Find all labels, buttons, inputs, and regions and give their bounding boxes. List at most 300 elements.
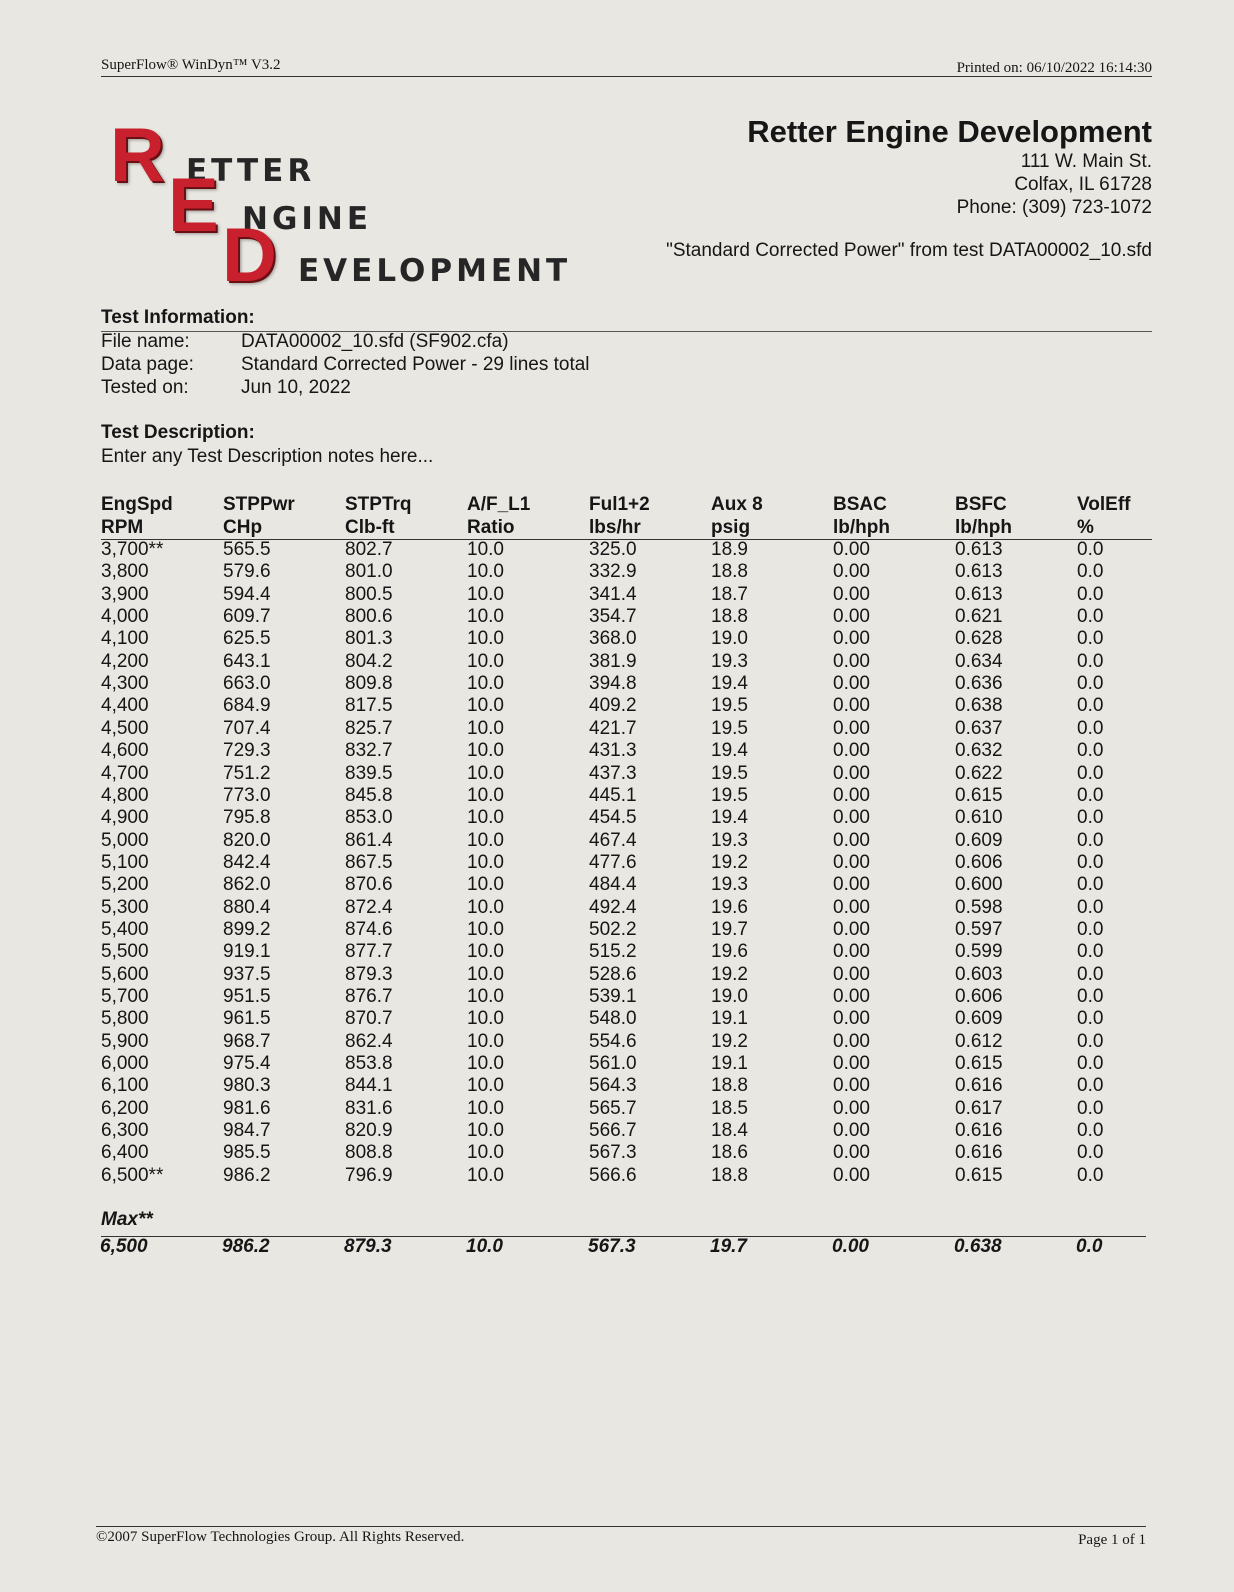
table-cell: 625.5 bbox=[223, 628, 271, 650]
table-cell: 528.6 bbox=[589, 963, 637, 985]
table-cell: 0.0 bbox=[1077, 807, 1104, 829]
table-row bbox=[101, 1031, 1152, 1053]
table-cell: 484.4 bbox=[589, 874, 637, 896]
table-cell: 10.0 bbox=[467, 941, 504, 963]
table-cell: 0.617 bbox=[955, 1097, 1003, 1119]
table-cell: 564.3 bbox=[589, 1075, 637, 1097]
table-cell: 0.00 bbox=[833, 986, 870, 1007]
table-cell: 842.4 bbox=[223, 851, 271, 873]
table-cell: 899.2 bbox=[223, 918, 271, 940]
table-cell: 802.7 bbox=[345, 539, 393, 560]
table-cell: 0.0 bbox=[1077, 1075, 1104, 1097]
table-cell: 867.5 bbox=[345, 851, 393, 873]
table-cell: 0.0 bbox=[1077, 986, 1104, 1007]
table-cell: 729.3 bbox=[223, 740, 271, 762]
table-cell: 0.0 bbox=[1077, 695, 1104, 717]
table-cell: 454.5 bbox=[589, 807, 637, 829]
table-cell: 19.4 bbox=[711, 740, 748, 762]
table-cell: 19.2 bbox=[711, 1030, 748, 1052]
table-cell: 6,500** bbox=[101, 1164, 164, 1186]
table-cell: 0.00 bbox=[833, 963, 870, 985]
table-cell: 877.7 bbox=[345, 941, 393, 963]
table-cell: 985.5 bbox=[223, 1142, 271, 1164]
column-header: EngSpd bbox=[101, 494, 173, 515]
table-cell: 0.00 bbox=[833, 583, 870, 605]
table-cell: 981.6 bbox=[223, 1097, 271, 1119]
table-cell: 0.00 bbox=[833, 941, 870, 963]
table-cell: 492.4 bbox=[589, 896, 637, 918]
table-cell: 0.634 bbox=[955, 650, 1003, 672]
table-cell: 4,900 bbox=[101, 807, 149, 829]
column-header: % bbox=[1077, 517, 1094, 538]
column-header: lb/hph bbox=[833, 517, 890, 538]
table-cell: 980.3 bbox=[223, 1075, 271, 1097]
table-row bbox=[101, 584, 1152, 606]
table-cell: 0.615 bbox=[955, 784, 1003, 806]
table-cell: 795.8 bbox=[223, 807, 271, 829]
table-cell: 0.613 bbox=[955, 561, 1003, 583]
table-cell: 0.00 bbox=[833, 1164, 870, 1186]
table-cell: 0.610 bbox=[955, 807, 1003, 829]
table-cell: 437.3 bbox=[589, 762, 637, 784]
table-cell: 561.0 bbox=[589, 1053, 637, 1075]
max-cell: 879.3 bbox=[344, 1236, 392, 1257]
table-row bbox=[101, 852, 1152, 874]
company-phone: Phone: (309) 723-1072 bbox=[956, 197, 1152, 218]
table-cell: 0.00 bbox=[833, 874, 870, 896]
table-row bbox=[101, 651, 1152, 673]
table-cell: 0.00 bbox=[833, 1097, 870, 1119]
table-cell: 0.615 bbox=[955, 1053, 1003, 1075]
info-value: Jun 10, 2022 bbox=[241, 377, 351, 398]
table-cell: 832.7 bbox=[345, 740, 393, 762]
company-address-city: Colfax, IL 61728 bbox=[1014, 174, 1152, 195]
table-cell: 19.5 bbox=[711, 695, 748, 717]
table-cell: 0.00 bbox=[833, 1075, 870, 1097]
max-cell: 0.0 bbox=[1076, 1236, 1103, 1257]
footer-divider bbox=[96, 1526, 1146, 1527]
max-cell: 0.00 bbox=[832, 1236, 869, 1257]
table-cell: 19.2 bbox=[711, 963, 748, 985]
table-cell: 477.6 bbox=[589, 851, 637, 873]
table-cell: 19.5 bbox=[711, 784, 748, 806]
table-cell: 0.615 bbox=[955, 1164, 1003, 1186]
column-header: Clb-ft bbox=[345, 517, 395, 538]
max-cell: 0.638 bbox=[954, 1236, 1002, 1257]
table-cell: 0.612 bbox=[955, 1030, 1003, 1052]
table-cell: 0.622 bbox=[955, 762, 1003, 784]
table-cell: 870.6 bbox=[345, 874, 393, 896]
table-cell: 10.0 bbox=[467, 650, 504, 672]
table-cell: 0.609 bbox=[955, 1008, 1003, 1030]
info-value: DATA00002_10.sfd (SF902.cfa) bbox=[241, 331, 509, 352]
table-cell: 0.00 bbox=[833, 1008, 870, 1030]
table-cell: 817.5 bbox=[345, 695, 393, 717]
table-cell: 5,700 bbox=[101, 986, 149, 1007]
table-cell: 18.8 bbox=[711, 1075, 748, 1097]
table-cell: 4,200 bbox=[101, 650, 149, 672]
table-cell: 0.0 bbox=[1077, 1053, 1104, 1075]
table-row bbox=[101, 941, 1152, 963]
table-cell: 961.5 bbox=[223, 1008, 271, 1030]
copyright-text: ©2007 SuperFlow Technologies Group. All Rights Reserved. bbox=[96, 1529, 465, 1545]
table-cell: 19.6 bbox=[711, 896, 748, 918]
table-cell: 10.0 bbox=[467, 963, 504, 985]
table-row bbox=[101, 897, 1152, 919]
table-cell: 4,400 bbox=[101, 695, 149, 717]
table-cell: 0.00 bbox=[833, 896, 870, 918]
table-row bbox=[101, 1120, 1152, 1142]
info-key: Tested on: bbox=[101, 377, 189, 398]
table-cell: 10.0 bbox=[467, 1053, 504, 1075]
corrected-power-source: "Standard Corrected Power" from test DATA00002_10.sfd bbox=[666, 240, 1152, 261]
table-cell: 18.6 bbox=[711, 1142, 748, 1164]
table-row bbox=[101, 986, 1152, 1008]
table-cell: 10.0 bbox=[467, 986, 504, 1007]
table-cell: 19.5 bbox=[711, 762, 748, 784]
table-cell: 820.0 bbox=[223, 829, 271, 851]
table-cell: 0.0 bbox=[1077, 1097, 1104, 1119]
table-cell: 975.4 bbox=[223, 1053, 271, 1075]
table-cell: 3,700** bbox=[101, 539, 164, 560]
table-cell: 0.606 bbox=[955, 986, 1003, 1007]
table-cell: 986.2 bbox=[223, 1164, 271, 1186]
table-cell: 566.6 bbox=[589, 1164, 637, 1186]
table-row bbox=[101, 1053, 1152, 1075]
max-cell: 567.3 bbox=[588, 1236, 636, 1257]
table-cell: 0.0 bbox=[1077, 784, 1104, 806]
table-cell: 5,200 bbox=[101, 874, 149, 896]
table-cell: 10.0 bbox=[467, 1075, 504, 1097]
table-cell: 5,000 bbox=[101, 829, 149, 851]
table-cell: 19.5 bbox=[711, 717, 748, 739]
table-cell: 0.0 bbox=[1077, 941, 1104, 963]
table-cell: 0.613 bbox=[955, 583, 1003, 605]
table-cell: 6,300 bbox=[101, 1120, 149, 1142]
table-cell: 0.00 bbox=[833, 628, 870, 650]
table-cell: 6,400 bbox=[101, 1142, 149, 1164]
table-cell: 10.0 bbox=[467, 762, 504, 784]
table-cell: 18.8 bbox=[711, 561, 748, 583]
table-cell: 707.4 bbox=[223, 717, 271, 739]
table-cell: 0.00 bbox=[833, 650, 870, 672]
table-cell: 0.00 bbox=[833, 740, 870, 762]
table-cell: 6,100 bbox=[101, 1075, 149, 1097]
table-row bbox=[101, 1165, 1152, 1187]
table-cell: 431.3 bbox=[589, 740, 637, 762]
table-row bbox=[101, 763, 1152, 785]
table-cell: 0.600 bbox=[955, 874, 1003, 896]
table-cell: 880.4 bbox=[223, 896, 271, 918]
table-cell: 19.3 bbox=[711, 874, 748, 896]
table-cell: 5,100 bbox=[101, 851, 149, 873]
table-cell: 0.0 bbox=[1077, 606, 1104, 628]
table-cell: 0.00 bbox=[833, 851, 870, 873]
table-cell: 566.7 bbox=[589, 1120, 637, 1142]
table-cell: 3,800 bbox=[101, 561, 149, 583]
table-cell: 0.00 bbox=[833, 539, 870, 560]
table-cell: 502.2 bbox=[589, 918, 637, 940]
table-cell: 19.2 bbox=[711, 851, 748, 873]
table-cell: 10.0 bbox=[467, 583, 504, 605]
table-cell: 0.00 bbox=[833, 673, 870, 695]
column-header: lb/hph bbox=[955, 517, 1012, 538]
table-cell: 0.0 bbox=[1077, 650, 1104, 672]
table-cell: 0.0 bbox=[1077, 740, 1104, 762]
table-row bbox=[101, 628, 1152, 650]
table-row bbox=[101, 606, 1152, 628]
table-cell: 0.598 bbox=[955, 896, 1003, 918]
table-row bbox=[101, 539, 1152, 561]
table-cell: 0.0 bbox=[1077, 1164, 1104, 1186]
column-header: BSAC bbox=[833, 494, 887, 515]
table-cell: 19.0 bbox=[711, 986, 748, 1007]
info-row-data-page bbox=[101, 354, 590, 376]
printed-timestamp: Printed on: 06/10/2022 16:14:30 bbox=[956, 60, 1152, 76]
table-cell: 845.8 bbox=[345, 784, 393, 806]
table-cell: 5,900 bbox=[101, 1030, 149, 1052]
table-cell: 421.7 bbox=[589, 717, 637, 739]
max-cell: 10.0 bbox=[466, 1236, 503, 1257]
table-cell: 10.0 bbox=[467, 606, 504, 628]
table-cell: 4,300 bbox=[101, 673, 149, 695]
info-row-tested-on bbox=[101, 377, 351, 399]
table-cell: 0.00 bbox=[833, 1120, 870, 1142]
company-block bbox=[747, 114, 1152, 219]
table-cell: 800.5 bbox=[345, 583, 393, 605]
table-cell: 0.00 bbox=[833, 717, 870, 739]
table-cell: 796.9 bbox=[345, 1164, 393, 1186]
table-cell: 579.6 bbox=[223, 561, 271, 583]
info-value: Standard Corrected Power - 29 lines total bbox=[241, 354, 590, 375]
table-cell: 18.8 bbox=[711, 1164, 748, 1186]
table-cell: 4,800 bbox=[101, 784, 149, 806]
table-cell: 10.0 bbox=[467, 1097, 504, 1119]
table-cell: 751.2 bbox=[223, 762, 271, 784]
column-header: Ratio bbox=[467, 517, 515, 538]
table-cell: 354.7 bbox=[589, 606, 637, 628]
max-cell: 986.2 bbox=[222, 1236, 270, 1257]
table-cell: 409.2 bbox=[589, 695, 637, 717]
info-key: Data page: bbox=[101, 354, 194, 375]
table-cell: 801.0 bbox=[345, 561, 393, 583]
table-row bbox=[101, 695, 1152, 717]
table-cell: 0.0 bbox=[1077, 561, 1104, 583]
table-cell: 0.0 bbox=[1077, 583, 1104, 605]
table-cell: 0.628 bbox=[955, 628, 1003, 650]
table-cell: 0.0 bbox=[1077, 1142, 1104, 1164]
table-cell: 951.5 bbox=[223, 986, 271, 1007]
table-cell: 0.621 bbox=[955, 606, 1003, 628]
table-cell: 663.0 bbox=[223, 673, 271, 695]
table-cell: 10.0 bbox=[467, 1030, 504, 1052]
table-cell: 0.0 bbox=[1077, 1120, 1104, 1142]
table-cell: 984.7 bbox=[223, 1120, 271, 1142]
table-cell: 0.00 bbox=[833, 1053, 870, 1075]
company-name: Retter Engine Development bbox=[747, 114, 1152, 149]
table-cell: 467.4 bbox=[589, 829, 637, 851]
table-cell: 4,600 bbox=[101, 740, 149, 762]
company-address-street: 111 W. Main St. bbox=[1020, 151, 1152, 172]
table-cell: 4,000 bbox=[101, 606, 149, 628]
table-cell: 5,600 bbox=[101, 963, 149, 985]
column-header: lbs/hr bbox=[589, 517, 641, 538]
table-cell: 937.5 bbox=[223, 963, 271, 985]
table-row bbox=[101, 964, 1152, 986]
table-cell: 18.8 bbox=[711, 606, 748, 628]
table-cell: 0.0 bbox=[1077, 628, 1104, 650]
page-number: Page 1 of 1 bbox=[1078, 1532, 1146, 1548]
table-cell: 10.0 bbox=[467, 807, 504, 829]
table-cell: 609.7 bbox=[223, 606, 271, 628]
table-cell: 801.3 bbox=[345, 628, 393, 650]
table-cell: 879.3 bbox=[345, 963, 393, 985]
table-cell: 809.8 bbox=[345, 673, 393, 695]
table-cell: 18.4 bbox=[711, 1120, 748, 1142]
table-cell: 0.0 bbox=[1077, 963, 1104, 985]
company-logo bbox=[110, 113, 650, 300]
table-cell: 10.0 bbox=[467, 829, 504, 851]
test-description-title: Test Description: bbox=[101, 422, 255, 443]
table-cell: 0.0 bbox=[1077, 918, 1104, 940]
table-cell: 0.603 bbox=[955, 963, 1003, 985]
column-header: STPPwr bbox=[223, 494, 295, 515]
table-cell: 18.7 bbox=[711, 583, 748, 605]
table-cell: 0.00 bbox=[833, 1142, 870, 1164]
table-cell: 0.606 bbox=[955, 851, 1003, 873]
table-cell: 825.7 bbox=[345, 717, 393, 739]
table-row bbox=[101, 1075, 1152, 1097]
table-cell: 643.1 bbox=[223, 650, 271, 672]
table-cell: 0.597 bbox=[955, 918, 1003, 940]
column-header: psig bbox=[711, 517, 751, 538]
logo-word-evelopment: EVELOPMENT bbox=[298, 253, 572, 289]
table-cell: 325.0 bbox=[589, 539, 637, 560]
table-cell: 808.8 bbox=[345, 1142, 393, 1164]
table-cell: 0.0 bbox=[1077, 539, 1104, 560]
table-cell: 0.00 bbox=[833, 784, 870, 806]
table-cell: 861.4 bbox=[345, 829, 393, 851]
table-cell: 853.0 bbox=[345, 807, 393, 829]
table-cell: 684.9 bbox=[223, 695, 271, 717]
column-header: A/F_L1 bbox=[467, 494, 531, 515]
table-cell: 0.0 bbox=[1077, 896, 1104, 918]
table-cell: 19.3 bbox=[711, 829, 748, 851]
table-row bbox=[101, 561, 1152, 583]
table-cell: 0.00 bbox=[833, 829, 870, 851]
table-cell: 0.599 bbox=[955, 941, 1003, 963]
table-cell: 0.00 bbox=[833, 762, 870, 784]
table-cell: 10.0 bbox=[467, 628, 504, 650]
logo-word-etter: ETTER bbox=[186, 153, 316, 189]
table-cell: 773.0 bbox=[223, 784, 271, 806]
logo-letter-e: E bbox=[168, 163, 219, 248]
test-description-text: Enter any Test Description notes here... bbox=[101, 446, 434, 467]
table-cell: 3,900 bbox=[101, 583, 149, 605]
table-cell: 0.637 bbox=[955, 717, 1003, 739]
column-header: Ful1+2 bbox=[589, 494, 650, 515]
test-information-title: Test Information: bbox=[101, 307, 255, 328]
table-row bbox=[101, 1142, 1152, 1164]
header-divider bbox=[101, 76, 1152, 77]
table-cell: 6,200 bbox=[101, 1097, 149, 1119]
max-cell: 6,500 bbox=[100, 1236, 148, 1257]
table-cell: 839.5 bbox=[345, 762, 393, 784]
max-title: Max** bbox=[101, 1209, 153, 1230]
table-cell: 19.4 bbox=[711, 673, 748, 695]
table-cell: 0.00 bbox=[833, 807, 870, 829]
table-cell: 844.1 bbox=[345, 1075, 393, 1097]
table-cell: 0.00 bbox=[833, 695, 870, 717]
logo-word-ngine: NGINE bbox=[242, 201, 373, 237]
table-row bbox=[101, 919, 1152, 941]
table-cell: 804.2 bbox=[345, 650, 393, 672]
table-cell: 0.0 bbox=[1077, 762, 1104, 784]
table-cell: 332.9 bbox=[589, 561, 637, 583]
table-cell: 381.9 bbox=[589, 650, 637, 672]
column-header: STPTrq bbox=[345, 494, 412, 515]
table-cell: 0.609 bbox=[955, 829, 1003, 851]
table-cell: 0.00 bbox=[833, 1030, 870, 1052]
table-cell: 6,000 bbox=[101, 1053, 149, 1075]
table-cell: 0.613 bbox=[955, 539, 1003, 560]
column-header: VolEff bbox=[1077, 494, 1131, 515]
table-cell: 0.00 bbox=[833, 561, 870, 583]
table-row bbox=[101, 785, 1152, 807]
table-cell: 820.9 bbox=[345, 1120, 393, 1142]
table-cell: 862.0 bbox=[223, 874, 271, 896]
software-version: SuperFlow® WinDyn™ V3.2 bbox=[101, 57, 281, 73]
table-cell: 515.2 bbox=[589, 941, 637, 963]
table-cell: 565.5 bbox=[223, 539, 271, 560]
table-cell: 0.638 bbox=[955, 695, 1003, 717]
table-cell: 0.0 bbox=[1077, 1030, 1104, 1052]
max-cell: 19.7 bbox=[710, 1236, 747, 1257]
table-row bbox=[101, 1098, 1152, 1120]
table-cell: 10.0 bbox=[467, 539, 504, 560]
column-header: BSFC bbox=[955, 494, 1007, 515]
table-cell: 5,300 bbox=[101, 896, 149, 918]
table-cell: 10.0 bbox=[467, 673, 504, 695]
table-cell: 10.0 bbox=[467, 1142, 504, 1164]
table-row bbox=[101, 718, 1152, 740]
max-row bbox=[101, 1236, 1152, 1260]
info-key: File name: bbox=[101, 331, 190, 352]
table-cell: 0.616 bbox=[955, 1075, 1003, 1097]
table-cell: 539.1 bbox=[589, 986, 637, 1007]
table-cell: 870.7 bbox=[345, 1008, 393, 1030]
table-cell: 5,500 bbox=[101, 941, 149, 963]
table-cell: 19.1 bbox=[711, 1008, 748, 1030]
table-cell: 10.0 bbox=[467, 851, 504, 873]
table-cell: 19.0 bbox=[711, 628, 748, 650]
table-cell: 0.636 bbox=[955, 673, 1003, 695]
table-cell: 10.0 bbox=[467, 918, 504, 940]
table-cell: 567.3 bbox=[589, 1142, 637, 1164]
info-row-file bbox=[101, 331, 509, 353]
table-cell: 4,100 bbox=[101, 628, 149, 650]
table-cell: 0.0 bbox=[1077, 717, 1104, 739]
table-cell: 874.6 bbox=[345, 918, 393, 940]
table-cell: 876.7 bbox=[345, 986, 393, 1007]
table-cell: 10.0 bbox=[467, 896, 504, 918]
table-cell: 0.0 bbox=[1077, 673, 1104, 695]
table-cell: 0.0 bbox=[1077, 874, 1104, 896]
table-cell: 548.0 bbox=[589, 1008, 637, 1030]
table-cell: 5,400 bbox=[101, 918, 149, 940]
table-row bbox=[101, 740, 1152, 762]
table-cell: 968.7 bbox=[223, 1030, 271, 1052]
